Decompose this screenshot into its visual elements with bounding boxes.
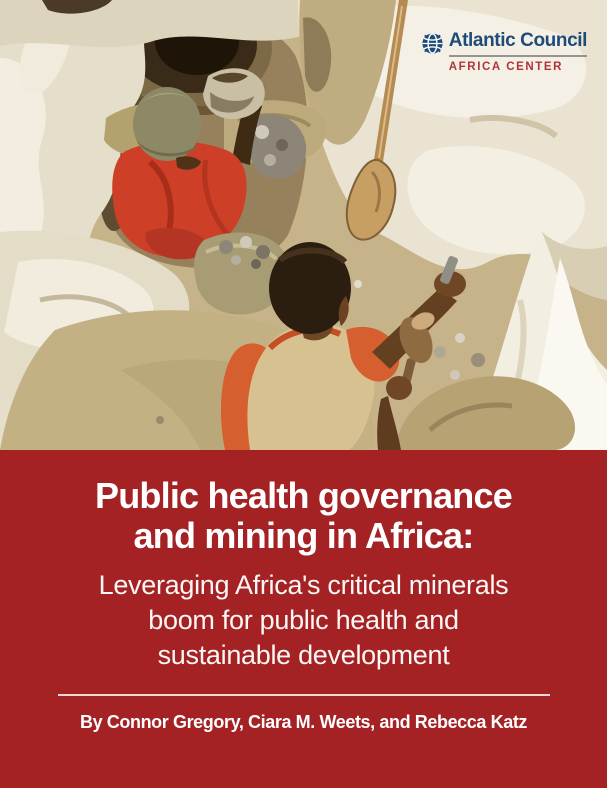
title-band	[0, 450, 607, 788]
byline: By Connor Gregory, Ciara M. Weets, and Rebecca Katz	[79, 712, 528, 733]
title-line-2: and mining in Africa:	[133, 514, 474, 556]
logo-center-label: AFRICA CENTER	[448, 60, 564, 73]
subtitle-line-3: sustainable development	[157, 640, 450, 671]
logo-name: Atlantic Council	[448, 30, 587, 51]
atlantic-council-logo	[421, 31, 587, 73]
globe-icon	[421, 32, 444, 55]
page-title	[0, 476, 607, 555]
byline-divider	[58, 694, 550, 696]
subtitle-line-1: Leveraging Africa's critical minerals	[98, 570, 509, 601]
page-subtitle	[0, 568, 607, 673]
logo-divider	[449, 55, 587, 57]
title-line-1: Public health governance	[95, 475, 512, 516]
subtitle-line-2: boom for public health and	[148, 605, 459, 636]
